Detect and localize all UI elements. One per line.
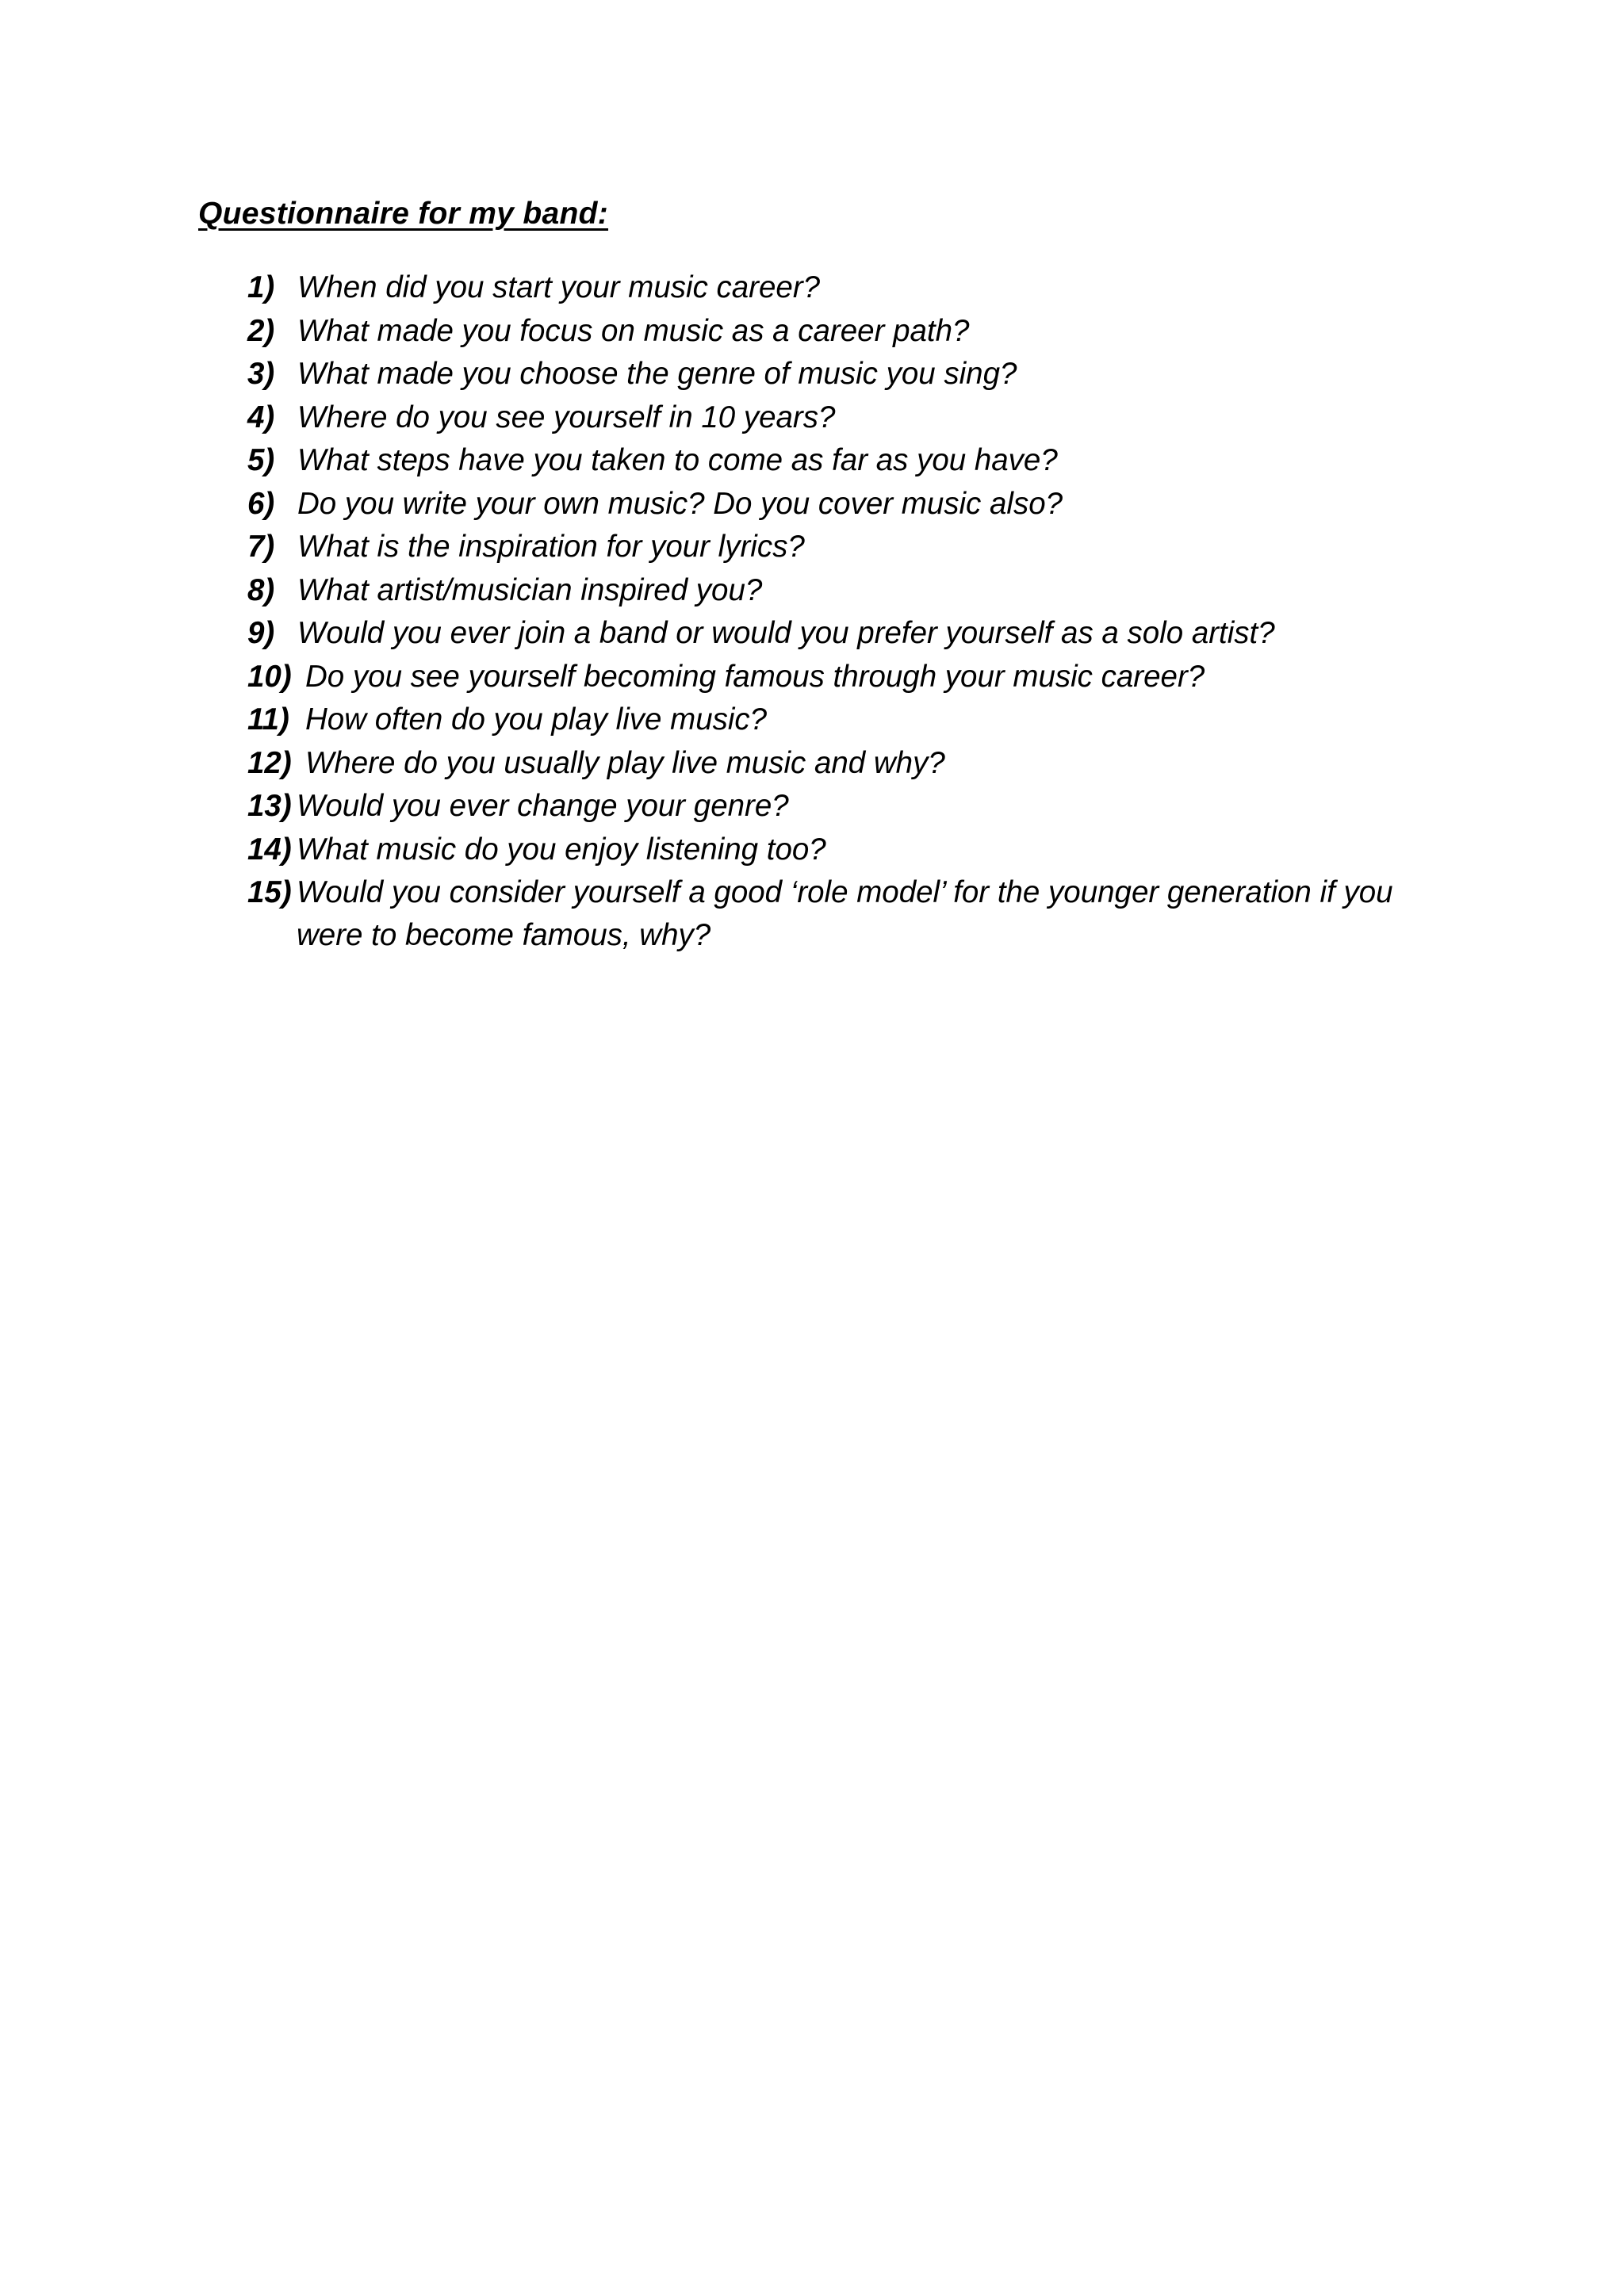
question-number: 1)	[247, 270, 275, 304]
question-text: Where do you usually play live music and why?	[305, 745, 945, 780]
list-item	[0, 698, 1624, 742]
question-text: What made you choose the genre of music you sing?	[297, 357, 1017, 391]
question-number: 12)	[247, 745, 292, 780]
question-text: Would you ever change your genre?	[297, 789, 789, 823]
question-text: When did you start your music career?	[297, 270, 821, 304]
question-text: How often do you play live music?	[305, 702, 768, 737]
question-text: Would you consider yourself a good ‘role model’ for the younger generation if you were to become famous, why?	[297, 875, 1393, 952]
question-number: 13)	[247, 789, 292, 823]
question-number: 4)	[247, 400, 275, 434]
list-item	[0, 612, 1624, 656]
list-item	[0, 483, 1624, 526]
question-text: Would you ever join a band or would you prefer yourself as a solo artist?	[297, 616, 1275, 650]
question-number: 14)	[247, 832, 292, 867]
list-item	[0, 439, 1624, 483]
question-text: What music do you enjoy listening too?	[297, 832, 826, 867]
list-item	[0, 569, 1624, 613]
question-number: 7)	[247, 530, 275, 564]
list-item	[0, 310, 1624, 354]
question-text: Where do you see yourself in 10 years?	[297, 400, 836, 434]
question-number: 15)	[247, 875, 292, 909]
question-number: 11)	[247, 702, 289, 737]
question-number: 8)	[247, 572, 275, 607]
question-number: 5)	[247, 443, 275, 477]
list-item	[0, 871, 1624, 959]
question-text: Do you write your own music? Do you cover music also?	[297, 486, 1063, 521]
question-text: What steps have you taken to come as far as you have?	[297, 443, 1058, 477]
list-item	[0, 828, 1624, 872]
list-item	[0, 396, 1624, 440]
question-number: 9)	[247, 616, 275, 650]
list-item	[0, 353, 1624, 396]
question-text: What made you focus on music as a career path?	[297, 313, 970, 348]
list-item	[0, 656, 1624, 699]
question-number: 6)	[247, 486, 275, 521]
question-text: Do you see yourself becoming famous through your music career?	[305, 659, 1205, 694]
list-item	[0, 785, 1624, 828]
question-number: 2)	[247, 313, 275, 348]
list-item	[0, 742, 1624, 786]
list-item	[0, 266, 1624, 310]
question-number: 3)	[247, 357, 275, 391]
question-text: What is the inspiration for your lyrics?	[297, 530, 805, 564]
document-title: Questionnaire for my band:	[198, 197, 609, 231]
question-text: What artist/musician inspired you?	[297, 572, 763, 607]
question-number: 10)	[247, 659, 292, 694]
question-list	[0, 266, 1624, 959]
list-item	[0, 526, 1624, 569]
